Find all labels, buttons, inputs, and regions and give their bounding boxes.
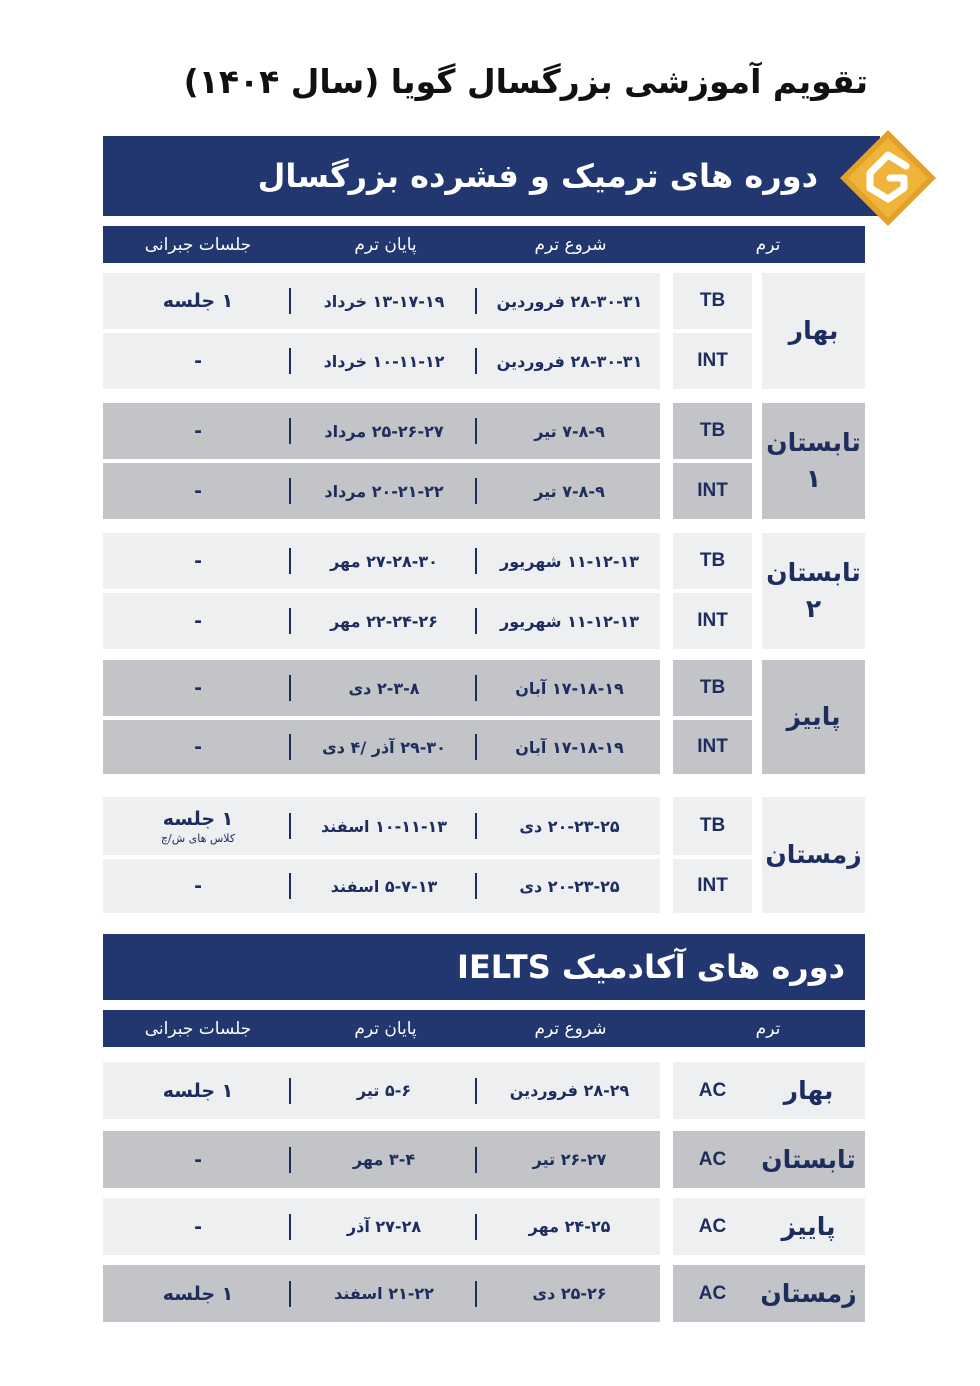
makeup-sessions xyxy=(103,463,293,519)
makeup-sessions xyxy=(103,1131,293,1188)
term-code: TB xyxy=(699,420,726,441)
makeup-count: ۱ جلسه xyxy=(162,1079,234,1102)
column-separator xyxy=(475,813,477,839)
makeup-count: ۱ جلسه xyxy=(162,290,234,312)
section2-title: دوره های آکادمیک IELTS xyxy=(457,948,845,986)
column-separator xyxy=(475,288,477,314)
end-date: ۲۲-۲۴-۲۶ مهر xyxy=(330,611,438,631)
makeup-count: - xyxy=(194,420,202,442)
makeup-sessions xyxy=(103,593,293,649)
term-code: AC xyxy=(698,1079,727,1101)
term-code: TB xyxy=(699,677,726,698)
season-label: تابستان ۱ xyxy=(766,428,861,493)
header-term: ترم xyxy=(755,234,781,255)
start-date: ۲۶-۲۷ تیر xyxy=(532,1150,607,1169)
column-separator xyxy=(475,348,477,374)
end-date: ۲۵-۲۶-۲۷ مرداد xyxy=(324,421,444,441)
makeup-sessions xyxy=(103,403,293,459)
makeup-sessions xyxy=(103,1265,293,1322)
makeup-count: - xyxy=(194,480,202,502)
header-end: پایان ترم xyxy=(354,234,417,255)
start-date: ۱۷-۱۸-۱۹ آبان xyxy=(515,737,624,757)
makeup-count: - xyxy=(194,875,202,897)
end-date: ۲۱-۲۲ اسفند xyxy=(334,1284,434,1303)
makeup-sessions xyxy=(103,273,293,329)
end-date: ۲-۳-۸ دی xyxy=(348,678,420,698)
makeup-sessions xyxy=(103,533,293,589)
end-date: ۲۰-۲۱-۲۲ مرداد xyxy=(324,481,444,501)
end-date: ۱۰-۱۱-۱۲ خرداد xyxy=(323,351,445,371)
start-date: ۷-۸-۹ تیر xyxy=(534,421,605,441)
term-code: AC xyxy=(698,1215,727,1237)
makeup-sessions xyxy=(103,1062,293,1119)
column-separator xyxy=(475,734,477,760)
term-code: TB xyxy=(699,290,726,311)
column-separator xyxy=(475,548,477,574)
term-code: INT xyxy=(697,610,728,631)
column-separator xyxy=(475,418,477,444)
end-date: ۵-۷-۱۳ اسفند xyxy=(330,876,438,896)
makeup-sessions xyxy=(103,797,293,855)
start-date: ۲۸-۲۹ فروردین xyxy=(509,1081,630,1100)
makeup-count: - xyxy=(194,1215,202,1238)
season-label: پاییز xyxy=(781,1211,836,1241)
end-date: ۲۹-۳۰ آذر /۴ دی xyxy=(322,737,446,757)
section1-header-row xyxy=(103,226,865,263)
term-code: INT xyxy=(697,736,728,757)
makeup-count: - xyxy=(194,550,202,572)
header-makeup: جلسات جبرانی xyxy=(144,234,252,255)
end-date: ۵-۶ تیر xyxy=(356,1081,412,1100)
makeup-count: - xyxy=(194,677,202,699)
start-date: ۱۱-۱۲-۱۳ شهریور xyxy=(500,551,639,571)
column-separator xyxy=(475,1281,477,1307)
start-date: ۱۷-۱۸-۱۹ آبان xyxy=(515,678,624,698)
section2-header-row xyxy=(103,1010,865,1047)
column-separator xyxy=(475,1214,477,1240)
column-separator xyxy=(475,1147,477,1173)
makeup-count: - xyxy=(194,610,202,632)
makeup-sessions xyxy=(103,1198,293,1255)
term-code: INT xyxy=(697,350,728,371)
header-end: پایان ترم xyxy=(354,1018,417,1039)
end-date: ۲۷-۲۸ آذر xyxy=(346,1217,422,1236)
season-label: بهار xyxy=(783,1075,834,1105)
start-date: ۲۵-۲۶ دی xyxy=(532,1284,607,1303)
term-code: TB xyxy=(699,550,726,571)
term-code: INT xyxy=(697,480,728,501)
term-code: AC xyxy=(698,1148,727,1170)
makeup-note: کلاس های ش/چ xyxy=(160,831,236,845)
header-start: شروع ترم xyxy=(534,234,607,255)
header-start: شروع ترم xyxy=(534,1018,607,1039)
goya-logo-icon xyxy=(838,128,938,228)
end-date: ۳-۴ مهر xyxy=(352,1150,416,1169)
makeup-sessions xyxy=(103,333,293,389)
season-label: زمستان xyxy=(765,840,862,869)
column-separator xyxy=(475,608,477,634)
end-date: ۱۰-۱۱-۱۳ اسفند xyxy=(321,816,447,836)
section1-title: دوره های ترمیک و فشرده بزرگسال xyxy=(257,157,818,195)
column-separator xyxy=(475,675,477,701)
season-label: پاییز xyxy=(786,702,841,731)
page-title: تقویم آموزشی بزرگسال گویا (سال ۱۴۰۴) xyxy=(183,62,868,101)
makeup-sessions xyxy=(103,859,293,913)
season-label: زمستان xyxy=(760,1278,857,1308)
term-code: INT xyxy=(697,875,728,896)
makeup-count: ۱ جلسه xyxy=(162,1282,234,1305)
makeup-count: - xyxy=(194,1148,202,1171)
column-separator xyxy=(475,873,477,899)
start-date: ۲۰-۲۳-۲۵ دی xyxy=(519,816,620,836)
header-term: ترم xyxy=(755,1018,781,1039)
start-date: ۲۸-۳۰-۳۱ فروردین xyxy=(496,351,643,371)
makeup-sessions xyxy=(103,720,293,774)
start-date: ۲۴-۲۵ مهر xyxy=(528,1217,611,1236)
header-makeup: جلسات جبرانی xyxy=(144,1018,252,1039)
makeup-count: - xyxy=(194,736,202,758)
section2-banner xyxy=(103,934,865,1000)
start-date: ۲۰-۲۳-۲۵ دی xyxy=(519,876,620,896)
start-date: ۱۱-۱۲-۱۳ شهریور xyxy=(500,611,639,631)
section1-banner xyxy=(103,136,880,216)
season-label: تابستان ۲ xyxy=(766,558,861,623)
season-label: بهار xyxy=(788,316,839,345)
start-date: ۷-۸-۹ تیر xyxy=(534,481,605,501)
end-date: ۱۳-۱۷-۱۹ خرداد xyxy=(323,291,445,311)
makeup-sessions xyxy=(103,660,293,716)
season-label: تابستان xyxy=(761,1144,856,1174)
column-separator xyxy=(475,478,477,504)
makeup-count: ۱ جلسه xyxy=(162,807,234,830)
term-code: TB xyxy=(699,815,726,836)
makeup-count: - xyxy=(194,350,202,372)
term-code: AC xyxy=(698,1282,727,1304)
column-separator xyxy=(475,1078,477,1104)
end-date: ۲۷-۲۸-۳۰ مهر xyxy=(330,551,438,571)
start-date: ۲۸-۳۰-۳۱ فروردین xyxy=(496,291,643,311)
